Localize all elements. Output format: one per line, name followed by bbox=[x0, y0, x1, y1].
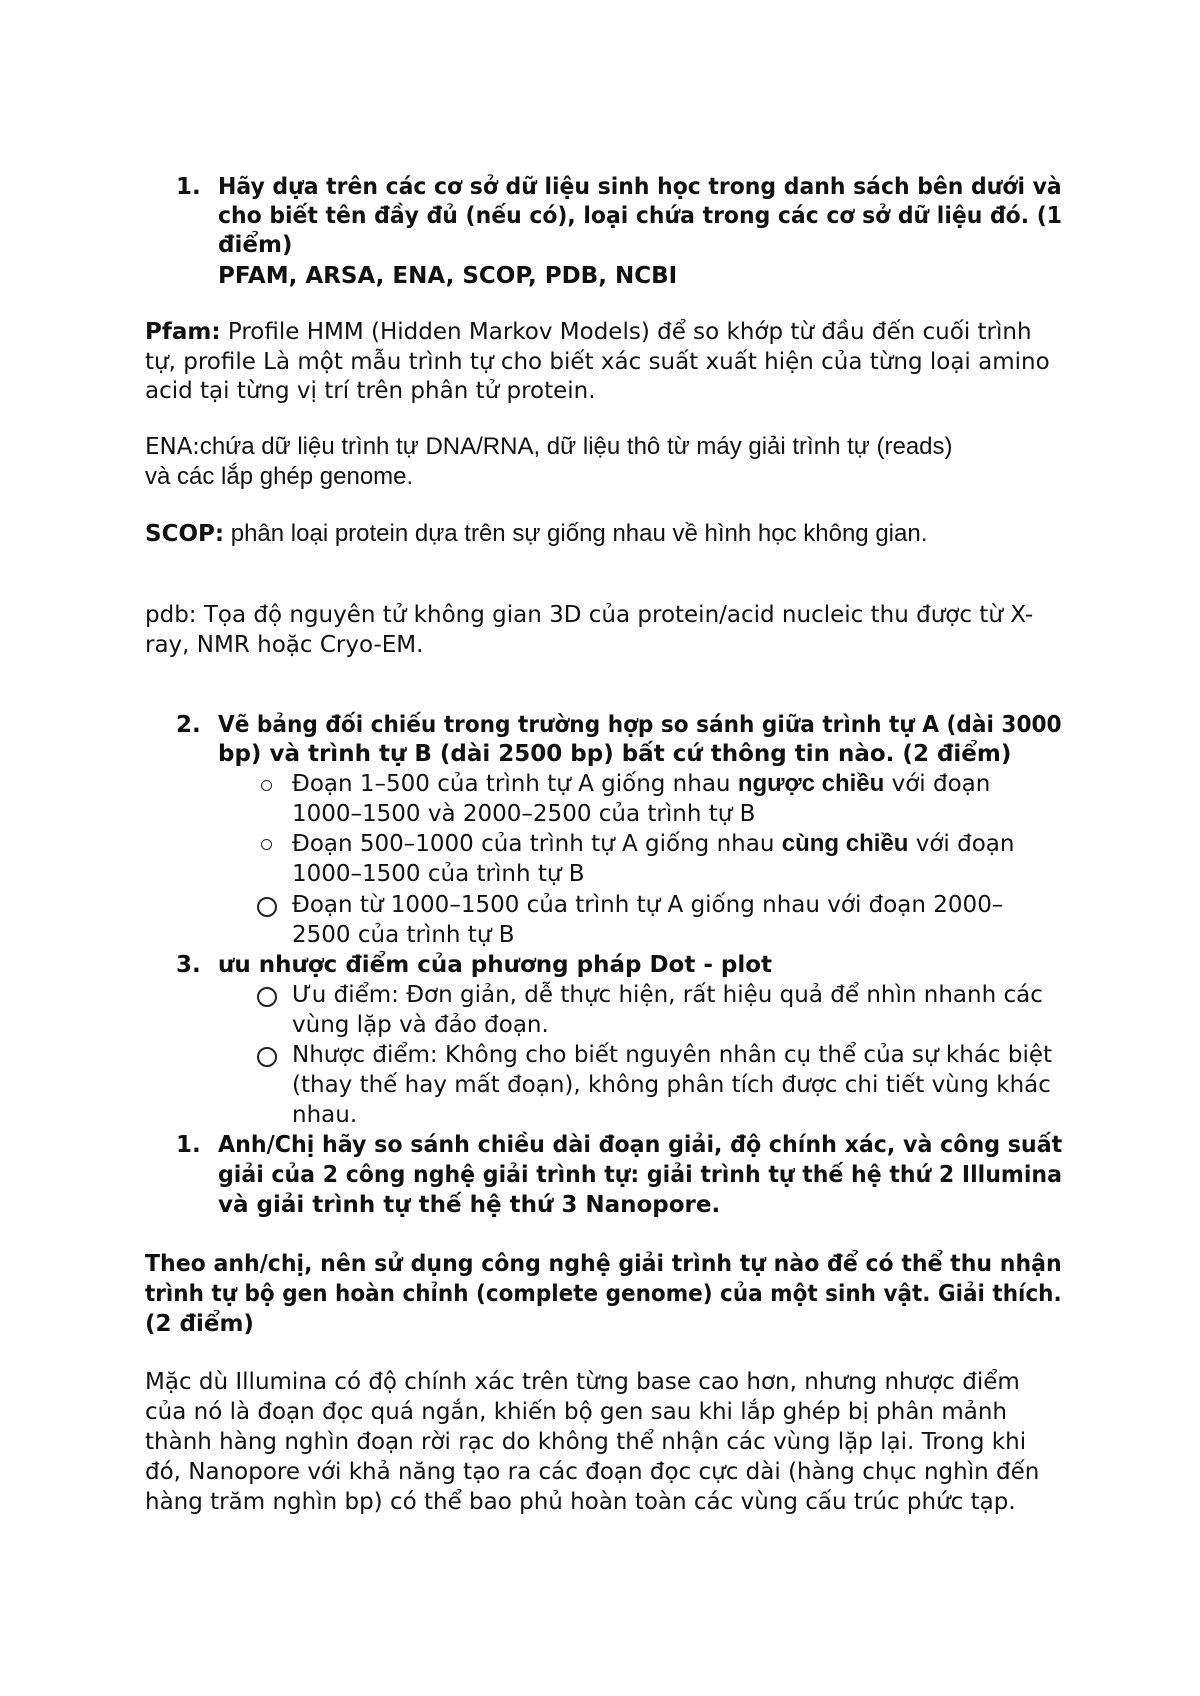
pfam-line-1 bbox=[145, 317, 1032, 347]
q3-item-1-line-2: vùng lặp và đảo đoạn. bbox=[292, 1012, 549, 1038]
q3-item-2-line-2: (thay thế hay mất đoạn), không phân tích được chi tiết vùng khác bbox=[292, 1072, 1051, 1098]
pfam-text-1: Profile HMM (Hidden Markov Models) để so khớp từ đầu đến cuối trình bbox=[220, 319, 1032, 345]
q1-db-list: PFAM, ARSA, ENA, SCOP, PDB, NCBI bbox=[218, 263, 678, 289]
pfam-line-2: tự, profile Là một mẫu trình tự cho biết xác suất xuất hiện của từng loại amino bbox=[145, 349, 1050, 375]
q2-line-1: Vẽ bảng đối chiếu trong trường hợp so sánh giữa trình tự A (dài 3000 bbox=[218, 712, 1062, 738]
scop-text: phân loại protein dựa trên sự giống nhau về hình học không gian. bbox=[224, 520, 928, 547]
answer-line-2: của nó là đoạn đọc quá ngắn, khiến bộ gen sau khi lắp ghép bị phân mảnh bbox=[145, 1399, 1007, 1425]
q3-item-2-line-3: nhau. bbox=[292, 1102, 358, 1128]
q2-item-1-line-2: 1000–1500 và 2000–2500 của trình tự B bbox=[292, 801, 756, 827]
pfam-line-3: acid tại từng vị trí trên phân tử protein. bbox=[145, 378, 596, 404]
q5-line-1: Theo anh/chị, nên sử dụng công nghệ giải trình tự nào để có thể thu nhận bbox=[145, 1251, 1062, 1277]
bullet-circle-icon bbox=[257, 987, 277, 1007]
q1-line-3: điểm) bbox=[218, 232, 293, 258]
bullet-circle-icon bbox=[257, 1047, 277, 1067]
ena-line-1 bbox=[145, 432, 953, 462]
q2-item-2-line-1 bbox=[292, 829, 1014, 859]
q2-item-3-line-2: 2500 của trình tự B bbox=[292, 922, 515, 948]
answer-line-1: Mặc dù Illumina có độ chính xác trên từng base cao hơn, nhưng nhược điểm bbox=[145, 1369, 1020, 1395]
answer-line-4: đó, Nanopore với khả năng tạo ra các đoạn đọc cực dài (hàng chục nghìn đến bbox=[145, 1459, 1040, 1485]
q5-line-3: (2 điểm) bbox=[145, 1311, 254, 1337]
q2-line-2: bp) và trình tự B (dài 2500 bp) bất cứ thông tin nào. (2 điểm) bbox=[218, 741, 1012, 767]
q2-number: 2. bbox=[176, 712, 201, 738]
q3-number: 3. bbox=[176, 952, 201, 978]
q5-line-2: trình tự bộ gen hoàn chỉnh (complete genome) của một sinh vật. Giải thích. bbox=[145, 1281, 1062, 1307]
q1-number: 1. bbox=[176, 174, 201, 200]
ena-text-1: chứa dữ liệu trình tự DNA/RNA, dữ liệu thô từ máy giải trình tự (reads) bbox=[199, 433, 953, 460]
q1-line-1: Hãy dựa trên các cơ sở dữ liệu sinh học trong danh sách bên dưới và bbox=[218, 174, 1062, 200]
q4-line-3: và giải trình tự thế hệ thứ 3 Nanopore. bbox=[218, 1192, 721, 1218]
q2-item-2-tail: với đoạn bbox=[908, 831, 1015, 857]
bullet-circle-icon bbox=[257, 897, 277, 917]
q4-line-2: giải của 2 công nghệ giải trình tự: giải trình tự thế hệ thứ 2 Illumina bbox=[218, 1162, 1062, 1188]
bullet-circle-icon bbox=[261, 780, 272, 791]
q3-item-2-line-1: Nhược điểm: Không cho biết nguyên nhân cụ thể của sự khác biệt bbox=[292, 1042, 1053, 1068]
q2-item-1-line-1 bbox=[292, 769, 990, 799]
q1-line-2: cho biết tên đầy đủ (nếu có), loại chứa trong các cơ sở dữ liệu đó. (1 bbox=[218, 203, 1063, 229]
answer-line-3: thành hàng nghìn đoạn rời rạc do không thể nhận các vùng lặp lại. Trong khi bbox=[145, 1429, 1027, 1455]
pdb-line-1: pdb: Tọa độ nguyên tử không gian 3D của protein/acid nucleic thu được từ X- bbox=[145, 602, 1034, 628]
q4-number: 1. bbox=[176, 1132, 201, 1158]
q2-item-3-line-1: Đoạn từ 1000–1500 của trình tự A giống nhau với đoạn 2000– bbox=[292, 892, 1004, 918]
scop-line bbox=[145, 519, 927, 549]
q2-item-2-text: Đoạn 500–1000 của trình tự A giống nhau bbox=[292, 831, 782, 857]
q2-item-1-text: Đoạn 1–500 của trình tự A giống nhau bbox=[292, 771, 738, 797]
pdb-line-2: ray, NMR hoặc Cryo-EM. bbox=[145, 632, 424, 658]
scop-label: SCOP: bbox=[145, 521, 225, 547]
q2-item-2-bold: cùng chiều bbox=[781, 830, 909, 857]
answer-line-5: hàng trăm nghìn bp) có thể bao phủ hoàn toàn các vùng cấu trúc phức tạp. bbox=[145, 1489, 1016, 1515]
ena-label: ENA: bbox=[145, 434, 200, 460]
q2-item-1-tail: với đoạn bbox=[884, 771, 991, 797]
q3-title: ưu nhược điểm của phương pháp Dot - plot bbox=[218, 952, 773, 978]
q2-item-2-line-2: 1000–1500 của trình tự B bbox=[292, 861, 585, 887]
pfam-label: Pfam: bbox=[145, 319, 221, 345]
q2-item-1-bold: ngược chiều bbox=[737, 770, 885, 797]
q3-item-1-line-1: Ưu điểm: Đơn giản, dễ thực hiện, rất hiệu quả để nhìn nhanh các bbox=[292, 982, 1043, 1008]
ena-line-2: và các lắp ghép genome. bbox=[145, 463, 414, 490]
q4-line-1: Anh/Chị hãy so sánh chiều dài đoạn giải, độ chính xác, và công suất bbox=[218, 1132, 1063, 1158]
bullet-circle-icon bbox=[261, 839, 272, 850]
